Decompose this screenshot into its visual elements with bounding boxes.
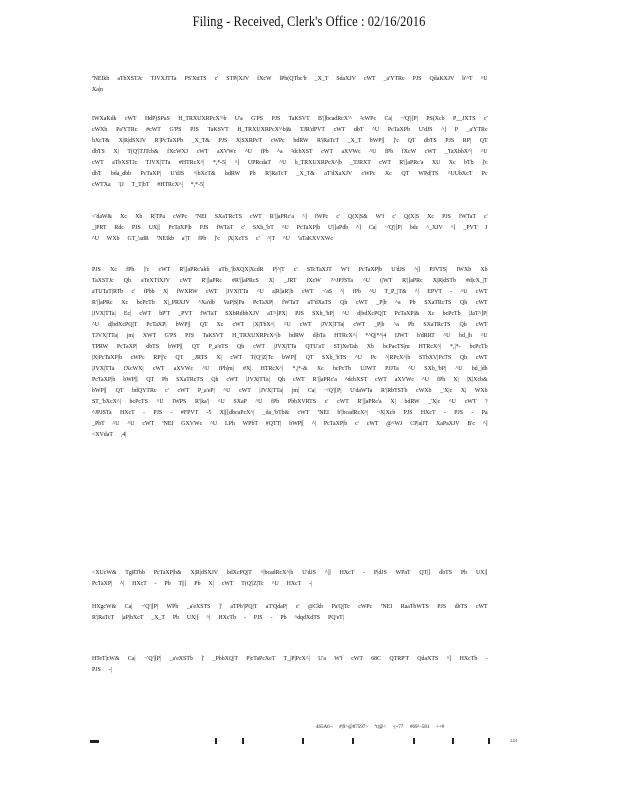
paragraph: <XUcW& TgRTbb PcTaXP|b& X|R|dSXJV bdXcPQ|T ^|bcadRcX^|b U'dJS ^|] HXcT - P|dJS WPaT QT|] dbTS Pb UX|[ PcTaXP| ^| HXcT - Pb T||[ Pb X| cWT T(Q'|Z|Tc ^U HXcT -| (92, 569, 488, 587)
footer-reference: 465A6¬ #|9>@87597> ªt|@< -|¬77 #69²¬581 ++# (316, 724, 445, 730)
paragraph: <'daW& Xc Xb R|TPa cWPc ªNEI SXaTRcTS cWT R'|]aPRc'a ^] fWPc c' Q(X|S& W'f c' Q(X|S Xc PJS fWTaT c' _|PRT Rdc PJS UX|[ PcTaXP|b PJS fWTaT c' SXb_'bT ^U PcTaXP|b U'|]aPdb ^] Ca| ¬'Q'|[P| bdc ^_XJV ^] _PVT J ^U WXb GT_'adR ªNEIkb a'|T fPb ]'c |X|XcTS c' ^|T ^U ªaTaKXVXWc (92, 213, 488, 242)
paragraph: HTeT|cW& Ca| ¬'Q'|[P| _a'eXSTb ]' _PbbXQ|T P|cTaPcXeT T_|P|PcX^| U'a W'f cWT 68C QTRP'T QdaXTS ^] HXcTb - PJS -| (92, 655, 488, 673)
page-number: 124 (510, 738, 518, 743)
footer-mark (488, 738, 490, 744)
footer-mark (302, 738, 304, 744)
paragraph: HXgcW& Ca| ¬'Q'|[P| WPb _a'eXSTS ]' aTPb'|PQ|T aT'QdaP| c' @Ckb Pa'Q|Tc cWPc ªNEI RaaTbWTS PJS dbTS cWT R'|RaTcT |aP|bXcT _X_T Pb UX|[ ^| HXcTb - PJS - Pb ^dqdXdTS PQ'eT| (92, 603, 488, 621)
paragraph: ªNEIkb aTbXSTJc TJVXJTTa PS'XttTS c' STP(XJV fXcW lPb(QTbc'b _X_T SdaXJV cWT _a'YTRc PJS QdaKXJV b'^T ^U Xa|n (92, 75, 488, 93)
footer-mark (215, 738, 217, 744)
paragraph: IWXaKdk cWT HdP)SPaS H_TRXUXRPcX'^b U'a G'PS PJS TaKSVT B'|]bcadRcX'^ ²cWPc Ca| ¬'Q'|[P| PS(Xcb P__JXTS c' cWXb Pa'YTRc #cWT G'PS PJS TaKSVT H_TRXUXRPcX'^b|& TJR'dPVT cWT dbT ^U PcTaXPb U'dJS ^] P _a'YTRc bXcT& X|R|dSXJV R'|PcTaXPb _X_T& PJS X|SXRPcT cWPc bdRW R'|RaTcT _X_T bWP|[ ]'c QT dbTS PJS RP| QT dbTS X| T(Q'|TJTcb& fXcWXJ cWT aXVWc ^U fPb ^a ²dcbXST cWT aXVWc ^U fPb fXcW cWT _TaXbbX^| ^U cWT aTbXSTJc TJVX|TTa #HTRcX^| *,*-5| ^] UPRcdaT ^U b_TRXUXRPcX^|b _TJRXT cWT R'|]aPRc'a XU Xc bTb ]'c dbT bda_dbb PcTaXP| U'dJS ^|bXcT& bdRW Pb R'|RaTcT _X_T& aT'dXaXJV cWPc Xc QT WPd|TS ^UUbXcT Pc cWTXa '(J T_T|bT #HTRcX^| *,*-5| (92, 115, 488, 188)
footer-marks (90, 738, 530, 746)
footer-mark (352, 738, 354, 744)
footer-mark (413, 738, 415, 744)
paragraph: PJS Xc fPb ]'c cWT R'|]aPRc'akb aTb_'|bXQX|XcdR P|^|T c' STcTaXJT W'f PcTaXP|b U'dJS ^|] PJVTS| IWXb Xb TaXSTJc Qh aTeXTfXJV cWT R'|]aPRc #R'|]aPRcS X| _JRT fXcW ?^JPJSTa ^U (|WT R'|]aPRc X|R|dSTb #d|cX_|T aTUTaT|RTb c' fPbb X| fWXRW cWT |JVX|TTa ^U a|R]aR'|b cWT ¬'aS ^| fPb ^U T_P_|T& ^| EPVT - ^U cWT R'|]aPRc Xc bcPcTb X|_PRXJV ^Xa'db VaP|S|Pa PcTaXP| fWTaT aT'dXaTS Qh cWT _P|b ^a Pb SXaTRcTS Qh cWT |JVX|TTa| Ec| cWT bP'T _PVT fWTaT SXbRdbbXJV aT^]PX| PJS SXb_'bP| ^U d|bdXcPQ|T PcTaXP|& Xc bcPcTb |JaT^]P| ^U d|bdXcPQ|T PcTaXP| bWP|[ QT Xc cWT |X|TbX^| ^U cWT |JVX|TTa| cWT _P|b ^a Pb SXaTRcTS Qh cWT TJVX|TTa| jm| XWT G'PS PJS TaKSVT H_TRXUXRPcX^|b bdRW d|bTa HTRcX^| *^Q|*^|4 IJWT b'dRRT ^U bd_|h ^U TPRW PcTaXP| dbTS bWP|[ QT P_a'eTS Qh cWT |JVX|TTa QTU'aT STjXeTah Xb bcPacTS|m HTRcX^| *,|*- bcPcTb |X|PcTaXP|b cWPc RP||'c QT _JRTS X| cWT T(Q'|Z|Tc bWP|[ QT SXb_'bTS ^U Pc ^|RPcX^|b STbXV|PcTS Qh cWT |JVX|TTa fXcWX| cWT aXVWc ^U fPh|m| #X| HTRcX^| *,|*-& Xc bcPcTb UJWT PJJTa ^U SXb_'bP| ^U bd_|db PcTaXP|b bWP|[ QT Pb SXaTRcTS Qh cWT |JVX|TTa| Qh cWT R'|]aPRc'a ^dcbXST cWT aXVWc ^U fPh X| |X|Xcb& bWP|[ QT bdQYTRc c' cWT P_a'eP| ^U cWT |JVX|TTa| jm| Ca| ¬'Q'|[P| U'daWTa R'|RbTSTb cWXb _'X|c X| WXb ST_'bXcX^| bcPcTS ^U IWPS R'|ka'| ^U SXaP ^U fPb PbbXVRTS c' cWT R'|]aPRc'a X| bdRW _'X|c ^U cWT ?^JPJSTa HXcT - PJS - #FPVT -5 X|[[dbcaPcX^| _da_'bTb& cWT ªNEI b'|bcadRcX^| ¬X|Xcb PJS HXcT - PJS - Pa _PbT ^U ^U cWT ªNEI GXVWc ^U LPh WPbT #QTT| bWP|[ ^| PcTaXP|b c' cWT @^WJ CP|a|JT XaPaXJV B'c ^] <XVdaT ,4| (92, 266, 488, 438)
footer-mark (242, 738, 244, 744)
footer-mark (452, 738, 454, 744)
filing-stamp: Filing - Received, Clerk's Office : 02/16/2016 (192, 14, 426, 30)
footer-mark (90, 740, 99, 743)
